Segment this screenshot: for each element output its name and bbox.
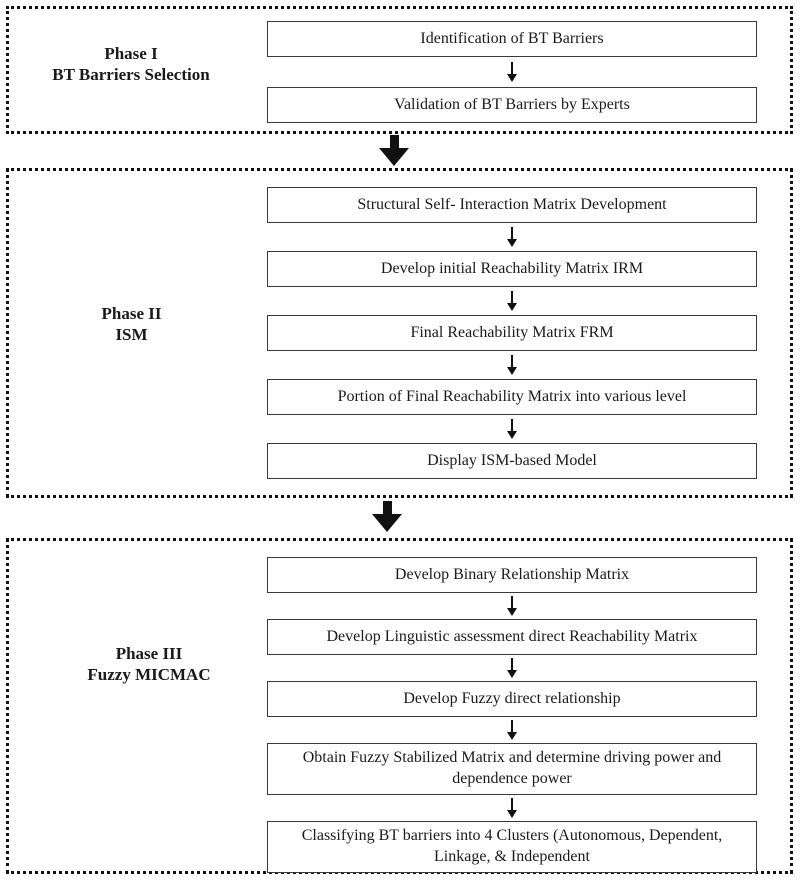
phase-3-title: Phase III	[115, 644, 183, 663]
phase-3-steps	[267, 541, 757, 873]
phase-2-panel	[6, 168, 793, 498]
down-arrow-head	[507, 367, 517, 375]
step-box: Display ISM-based Model	[267, 443, 757, 479]
phase-1-subtitle: BT Barriers Selection	[52, 65, 210, 85]
down-arrow-shaft	[511, 596, 513, 608]
phase-1-panel	[6, 6, 793, 134]
down-arrow-head	[507, 732, 517, 740]
phase-1-title: Phase I	[104, 44, 158, 63]
big-arrow-head	[372, 514, 402, 532]
phase-2-title: Phase II	[101, 304, 162, 323]
big-arrow-shaft	[383, 501, 392, 514]
step-box: Obtain Fuzzy Stabilized Matrix and determine driving power and dependence power	[267, 743, 757, 795]
down-arrow-head	[507, 431, 517, 439]
down-arrow-shaft	[511, 62, 513, 74]
step-box: Portion of Final Reachability Matrix into various level	[267, 379, 757, 415]
down-arrow-icon	[267, 223, 757, 251]
big-arrow-shaft	[390, 135, 399, 148]
down-arrow-icon	[267, 415, 757, 443]
down-arrow-icon	[267, 287, 757, 315]
down-arrow-icon	[267, 655, 757, 681]
step-box: Final Reachability Matrix FRM	[267, 315, 757, 351]
phase-2-subtitle: ISM	[115, 325, 148, 345]
down-arrow-shaft	[511, 419, 513, 431]
down-arrow-shaft	[511, 798, 513, 810]
down-arrow-head	[507, 74, 517, 82]
phase-3-subtitle: Fuzzy MICMAC	[87, 665, 211, 685]
down-arrow-icon	[267, 717, 757, 743]
step-box: Develop Linguistic assessment direct Reachability Matrix	[267, 619, 757, 655]
step-box: Classifying BT barriers into 4 Clusters (Autonomous, Dependent, Linkage, & Independent	[267, 821, 757, 873]
step-box: Develop Binary Relationship Matrix	[267, 557, 757, 593]
phase-2-steps	[267, 171, 757, 479]
down-arrow-shaft	[511, 658, 513, 670]
down-arrow-head	[507, 608, 517, 616]
down-arrow-icon	[267, 795, 757, 821]
down-arrow-icon	[267, 593, 757, 619]
phase-transition-arrow-icon	[379, 135, 409, 166]
down-arrow-shaft	[511, 227, 513, 239]
down-arrow-head	[507, 303, 517, 311]
step-box: Develop initial Reachability Matrix IRM	[267, 251, 757, 287]
down-arrow-icon	[267, 351, 757, 379]
step-box: Validation of BT Barriers by Experts	[267, 87, 757, 123]
phase-2-label	[49, 303, 214, 346]
down-arrow-head	[507, 810, 517, 818]
phase-3-panel	[6, 538, 793, 874]
down-arrow-shaft	[511, 291, 513, 303]
down-arrow-shaft	[511, 355, 513, 367]
down-arrow-shaft	[511, 720, 513, 732]
big-arrow-head	[379, 148, 409, 166]
step-box: Structural Self- Interaction Matrix Development	[267, 187, 757, 223]
down-arrow-head	[507, 239, 517, 247]
phase-1-label	[25, 43, 237, 86]
phase-transition-arrow-icon	[372, 501, 402, 532]
phase-3-label	[59, 643, 239, 686]
phase-1-steps	[267, 9, 757, 123]
step-box: Develop Fuzzy direct relationship	[267, 681, 757, 717]
down-arrow-head	[507, 670, 517, 678]
down-arrow-icon	[267, 57, 757, 87]
step-box: Identification of BT Barriers	[267, 21, 757, 57]
